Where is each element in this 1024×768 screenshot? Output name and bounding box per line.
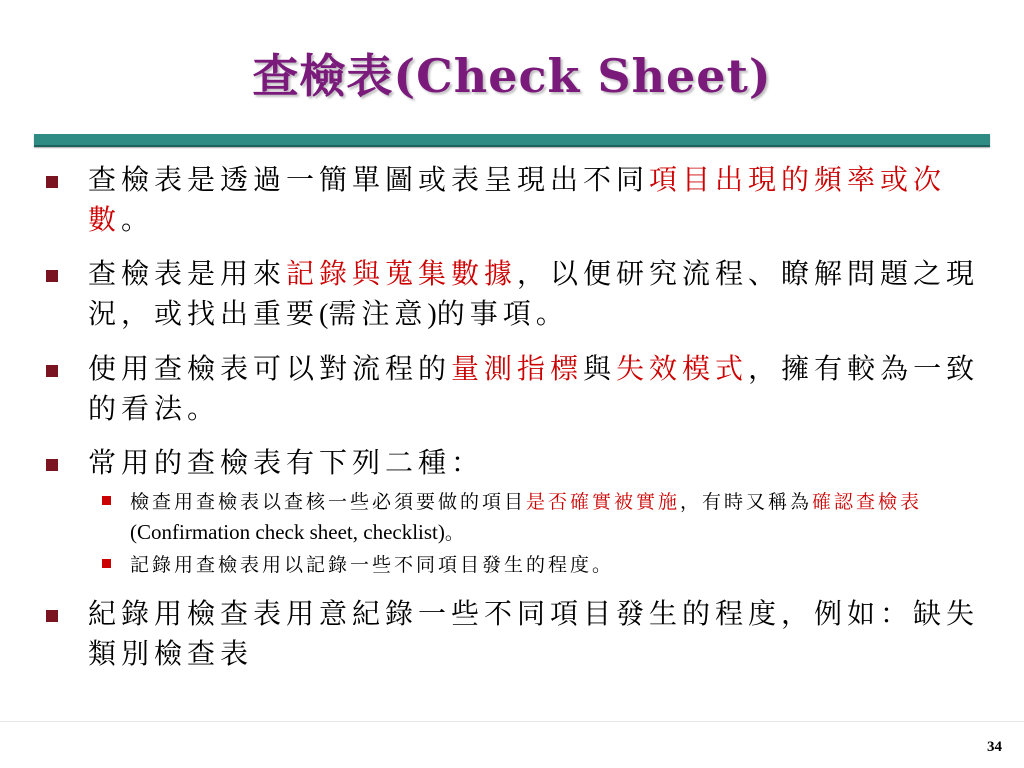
bullet-text: 查檢表是透過一簡單圖或表呈現出不同 [88, 163, 650, 196]
bullet-text: 與 [583, 352, 617, 385]
highlight-text: 項目出現的頻率或次數 [88, 163, 947, 236]
highlight-text: 是否確實被實施 [526, 491, 681, 513]
bullet-text: ) [427, 299, 437, 330]
bullet-text: 。 [121, 203, 155, 236]
slide-content [30, 160, 980, 688]
sub-bullet-item [30, 550, 980, 580]
bullet-item [30, 254, 980, 335]
bullet-text: ，擁有較為一致的看法。 [88, 352, 980, 425]
bullet-item [30, 349, 980, 429]
square-bullet-icon [46, 459, 58, 471]
sub-bullet-text: 檢查用查檢表以查核一些必須要做的項目 [130, 491, 527, 513]
sub-bullet-text: 。 [444, 522, 467, 544]
title-divider [34, 134, 990, 147]
sub-bullet-text: ，有時又稱為 [680, 491, 813, 513]
bullet-text: 紀錄用檢查表用意紀錄一些不同項目發生的程度，例如：缺失類別檢查表 [88, 597, 980, 670]
page-number: 34 [987, 739, 1002, 755]
square-bullet-icon [102, 559, 111, 568]
square-bullet-icon [46, 270, 58, 282]
highlight-text: 失效模式 [616, 352, 749, 385]
highlight-text: 量測指標 [451, 352, 584, 385]
sub-bullet-text: 記錄用查檢表用以記錄一些不同項目發生的程度。 [130, 554, 615, 576]
bullet-text: 查檢表是用來 [88, 257, 287, 290]
bullet-text: 常用的查檢表有下列二種： [88, 446, 485, 479]
sub-bullet-text: (Confirmation check sheet, checklist) [130, 520, 445, 544]
footer-divider [0, 721, 1024, 722]
sub-bullet-item [30, 487, 980, 548]
highlight-text: 記錄與蒐集數據 [286, 257, 518, 290]
bullet-text: ( [319, 299, 329, 330]
bullet-item [30, 594, 980, 674]
highlight-text: 確認查檢表 [812, 491, 923, 513]
square-bullet-icon [46, 365, 58, 377]
bullet-text: 需注意 [328, 297, 428, 330]
bullet-text: 的事項。 [436, 297, 569, 330]
bullet-text: ，以便研究流程、瞭解問題之現況，或找出重要 [88, 257, 980, 330]
square-bullet-icon [46, 176, 58, 188]
bullet-item [30, 160, 980, 240]
bullet-item [30, 443, 980, 483]
slide-title: 查檢表(Check Sheet) [252, 49, 772, 103]
bullet-text: 使用查檢表可以對流程的 [88, 352, 452, 385]
square-bullet-icon [102, 496, 111, 505]
square-bullet-icon [46, 610, 58, 622]
